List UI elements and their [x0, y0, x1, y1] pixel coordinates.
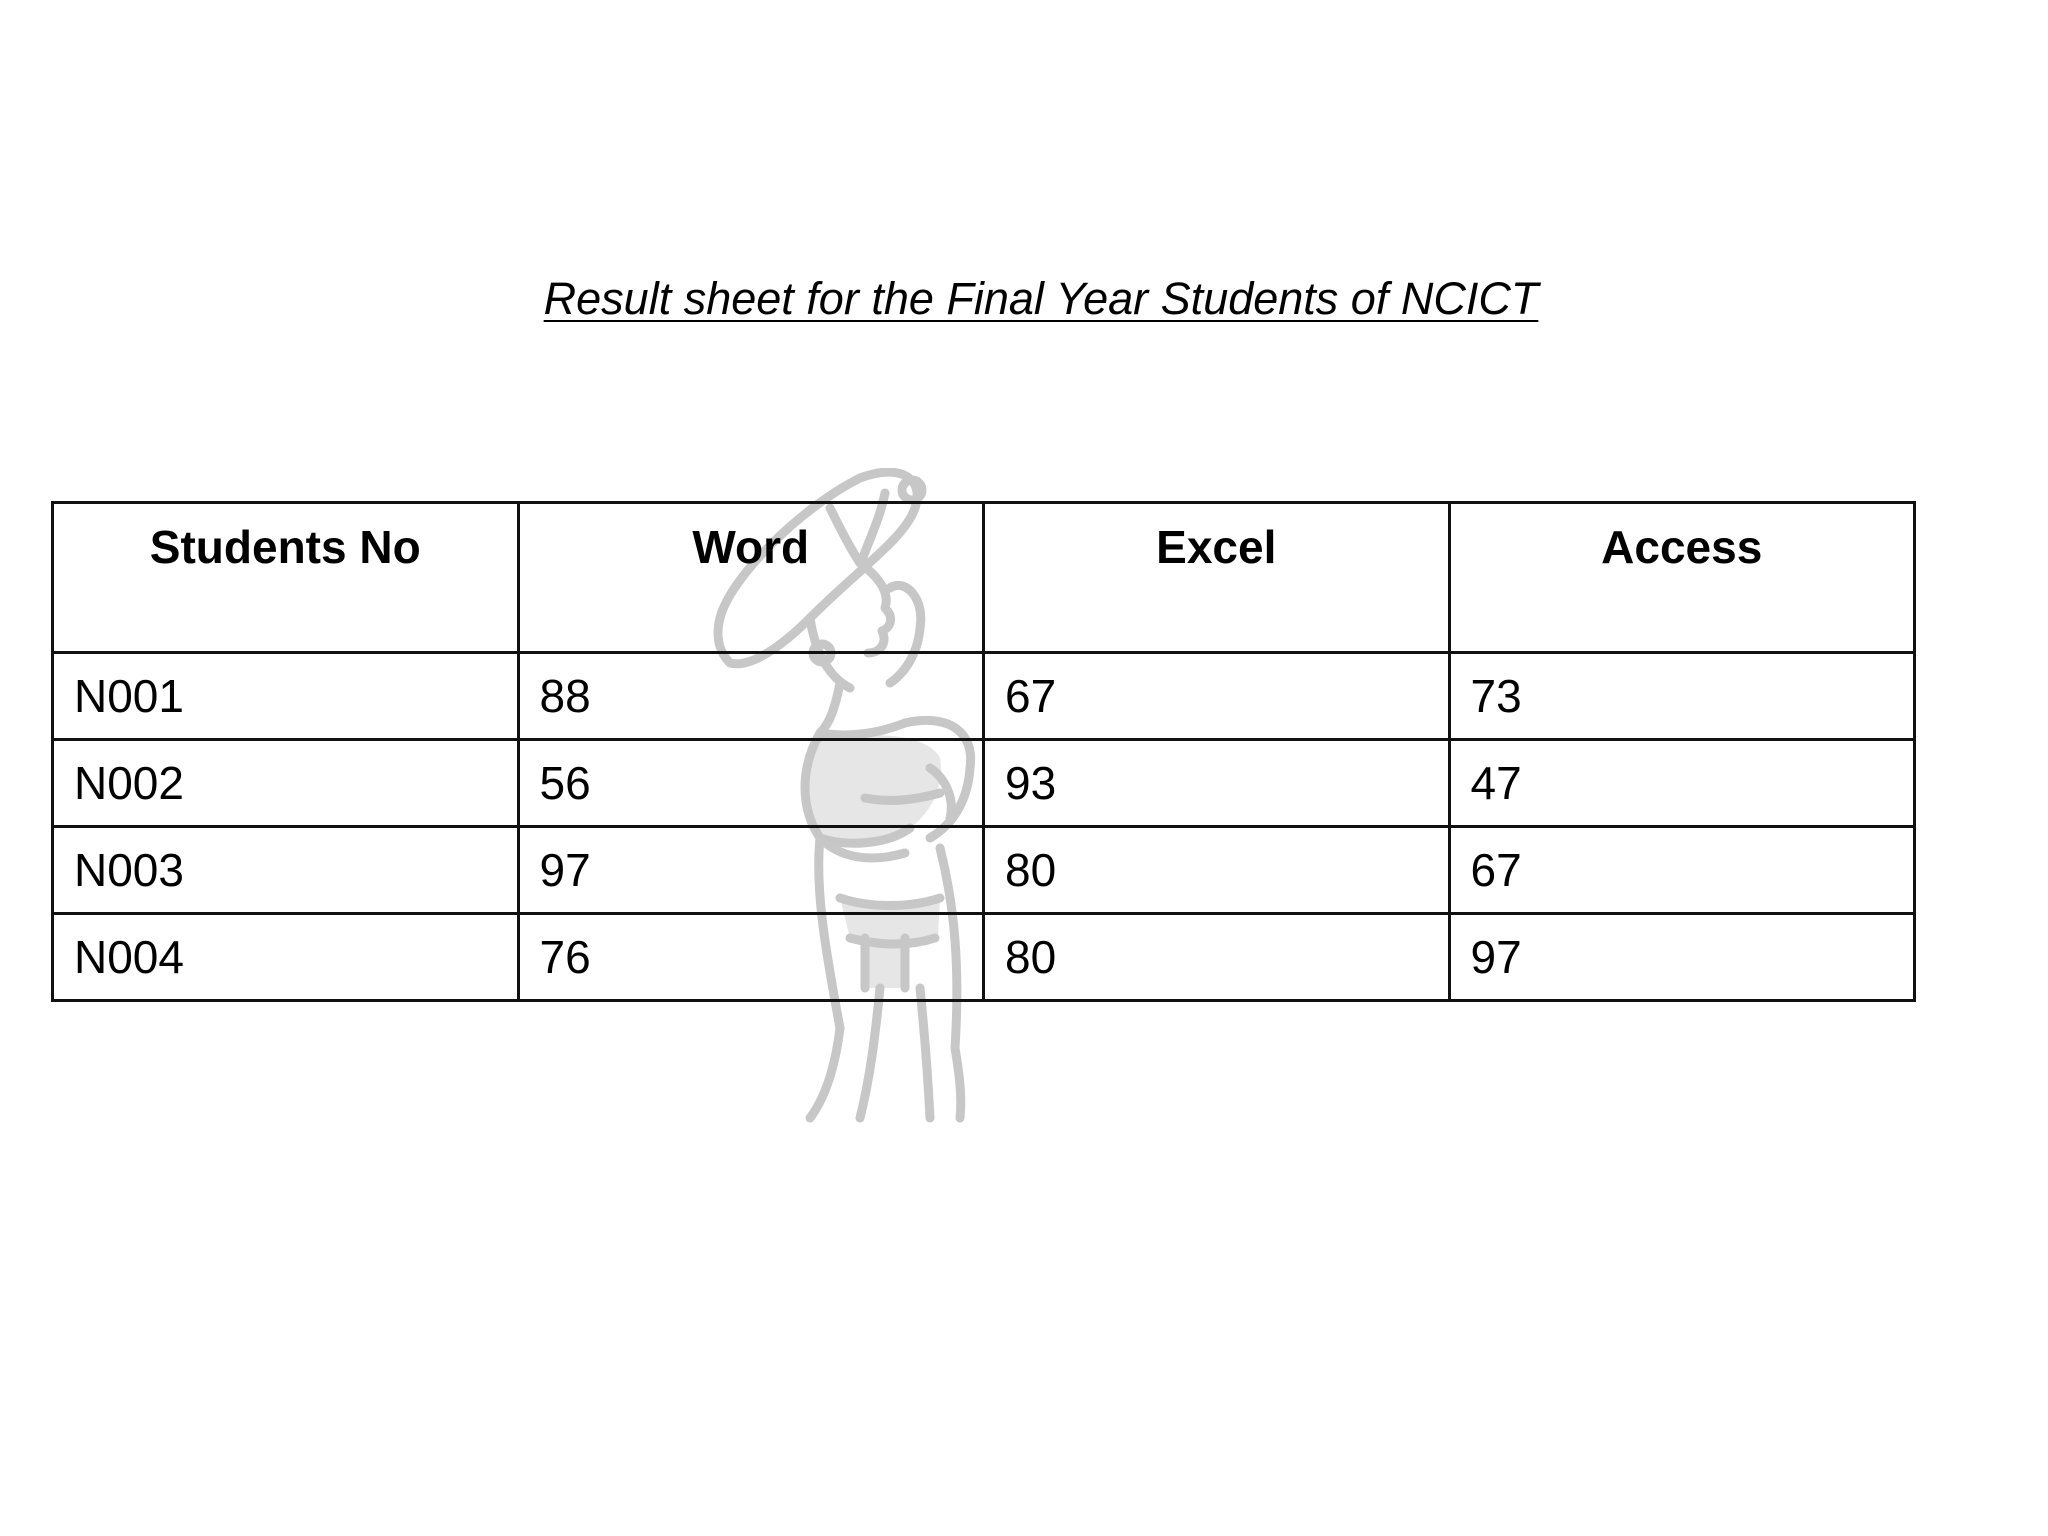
- document-title: Result sheet for the Final Year Students of NCICT: [543, 273, 1539, 324]
- table-row: [53, 740, 1915, 827]
- access-score-cell: 73: [1449, 653, 1915, 740]
- excel-score-cell: 80: [984, 914, 1450, 1001]
- column-header-students-no: Students No: [53, 503, 519, 653]
- word-score-cell: 97: [518, 827, 984, 914]
- student-no-cell: N004: [53, 914, 519, 1001]
- word-score-cell: 76: [518, 914, 984, 1001]
- student-no-cell: N001: [53, 653, 519, 740]
- results-table: [51, 501, 1916, 1002]
- excel-score-cell: 80: [984, 827, 1450, 914]
- student-no-cell: N003: [53, 827, 519, 914]
- table-row: [53, 653, 1915, 740]
- table-header-row: [53, 503, 1915, 653]
- column-header-excel: Excel: [984, 503, 1450, 653]
- word-score-cell: 88: [518, 653, 984, 740]
- table-row: [53, 914, 1915, 1001]
- access-score-cell: 67: [1449, 827, 1915, 914]
- access-score-cell: 97: [1449, 914, 1915, 1001]
- column-header-access: Access: [1449, 503, 1915, 653]
- student-no-cell: N002: [53, 740, 519, 827]
- excel-score-cell: 93: [984, 740, 1450, 827]
- word-score-cell: 56: [518, 740, 984, 827]
- access-score-cell: 47: [1449, 740, 1915, 827]
- table-row: [53, 827, 1915, 914]
- excel-score-cell: 67: [984, 653, 1450, 740]
- column-header-word: Word: [518, 503, 984, 653]
